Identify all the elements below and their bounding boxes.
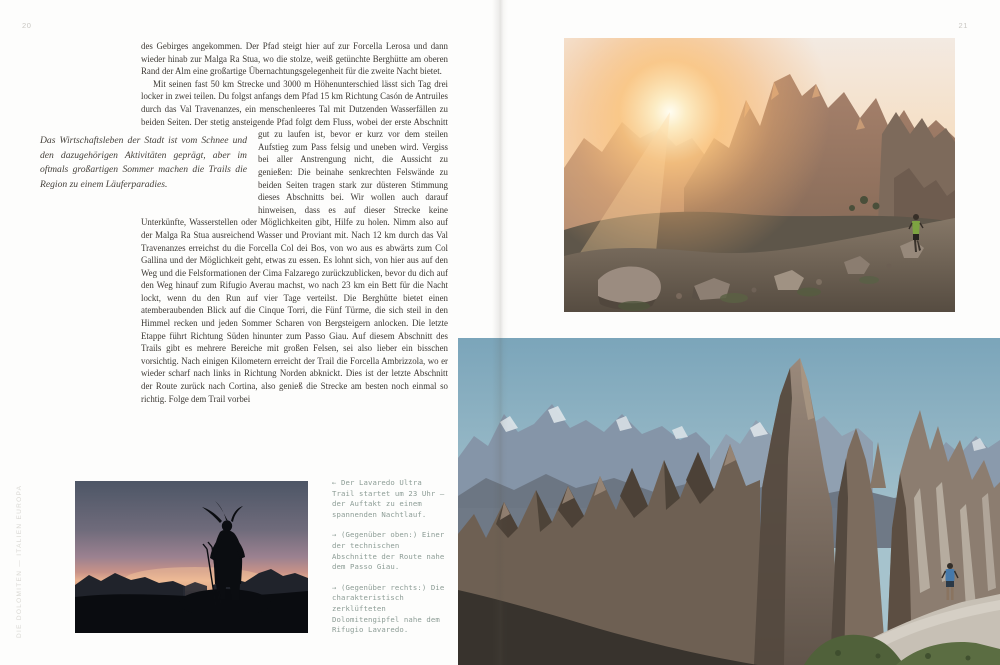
page-number-left: 20 bbox=[22, 21, 32, 30]
paragraph-2-part-b: dem steilen Aufstieg zum Pass felsig und uneben wird. Vergiss bei aller Anstrengung nicht, die Aussicht zu genießen: Die beinahe senkrechten Felswände zu beiden Seiten tragen stark zur düsteren Stimmung dieses Abschnitts bei. Wir wollen auch darauf hinweisen, dass es auf dieser Strecke keine Unterkünfte, Wasserstellen oder Möglichkeiten gibt, Hilfe zu holen. Nimm also auf der Malga Ra Stua ausreichend Wasser und Proviant mit. Nach 12 km durch das Val Travenanzes erreichst du die Forcella Col dei Bos, von wo aus es abwärts zum Col Gallina und der Möglichkeit geht, etwas zu essen. Es lohnt sich, von hier aus auf den Weg und die Felsformationen der Cima Falzarego zurückzublicken, bevor du dich auf den Weg hinauf zum Rifugio Averau machst, wo nach 23 km ein Bett für die Nacht lockt, wenn du den Run auf vier Tage verteilst. Die Berghütte bietet einen atemberaubenden Blick auf die Cinque Torri, die Fünf Türme, die sich steil in den Himmel recken und jeden Sommer Scharen von Bergsteigern anlocken. Die letzte Etappe führt Richtung Süden hinunter zum Passo Giau. Auf diesem Abschnitt des Trails gibt es mehrere Bereiche mit großen Felsen, sei also lieber ein bisschen vorsichtig. Nach einigen Kilometern erreicht der Trail die Forcella Ambrizzola, wo er wieder scharf nach links in Richtung Norden abknickt. Dies ist der letzte Abschnitt der Route zurück nach Cortina, also genieß die Strecke am besten noch einmal so richtig. Folge dem Trail vorbei bbox=[141, 129, 448, 404]
photo-captions bbox=[332, 478, 448, 646]
photo-dolomite-spires-hiker bbox=[458, 338, 1000, 665]
arrow-left-icon: ← bbox=[332, 478, 337, 487]
caption-text: (Gegenüber rechts:) Die charakteristisch zerklüfteten Dolomitengipfel nahe dem Rifugio Lavaredo. bbox=[332, 582, 445, 635]
paragraph-1: des Gebirges angekommen. Der Pfad steigt hier auf zur Forcella Lerosa und dann wieder hinab zur Malga Ra Stua, wo die stolze, weiß getünchte Berghütte am oberen Rand der Alm eine großartige Übernachtungsgelegenheit für die zweite Nacht bietet. bbox=[141, 41, 448, 77]
article-text-column bbox=[40, 40, 448, 405]
chapter-margin-label: DIE DOLOMITEN — ITALIEN EUROPA bbox=[16, 484, 23, 638]
arrow-right-icon: → bbox=[332, 530, 337, 540]
caption-text: Der Lavaredo Ultra Trail startet um 23 Uhr – der Auftakt zu einem spannenden Nachtlauf. bbox=[332, 478, 445, 519]
arrow-right-icon: → bbox=[332, 582, 337, 592]
pull-quote: Das Wirtschaftsleben der Stadt ist vom Schnee und den dazugehörigen Aktivitäten geprägt, aber im oftmals großartigen Sommer machen die Trails die Region zu einem Läuferparadies. bbox=[40, 135, 247, 190]
caption-opposite-top bbox=[332, 530, 448, 572]
caption-opposite-right bbox=[332, 583, 448, 636]
caption-night-run bbox=[332, 478, 448, 520]
photo-sunset-ridge-runner bbox=[564, 38, 955, 312]
paragraph-2 bbox=[40, 78, 448, 405]
page-number-right: 21 bbox=[958, 21, 968, 30]
caption-text: (Gegenüber oben:) Einer der technischen Abschnitte der Route nahe dem Passo Giau. bbox=[332, 530, 445, 572]
photo-dusk-runner-silhouette bbox=[75, 481, 308, 633]
paragraph-2-part-a: Mit seinen fast 50 km Strecke und 3000 m Höhenunterschied lässt sich Tag drei locker in zwei teilen. Du folgst anfangs dem Pfad 15 km Richtung Casón de Antruiles durch das Val Travenanzes, ein menschenleeres Tal mit Dutzenden Wasserfällen zu beiden Seiten. Der stetig ansteigende Pfad folgt dem Fluss, wobei der erste Abschnitt gut zu laufen ist, bevor er kurz vor bbox=[141, 78, 448, 140]
